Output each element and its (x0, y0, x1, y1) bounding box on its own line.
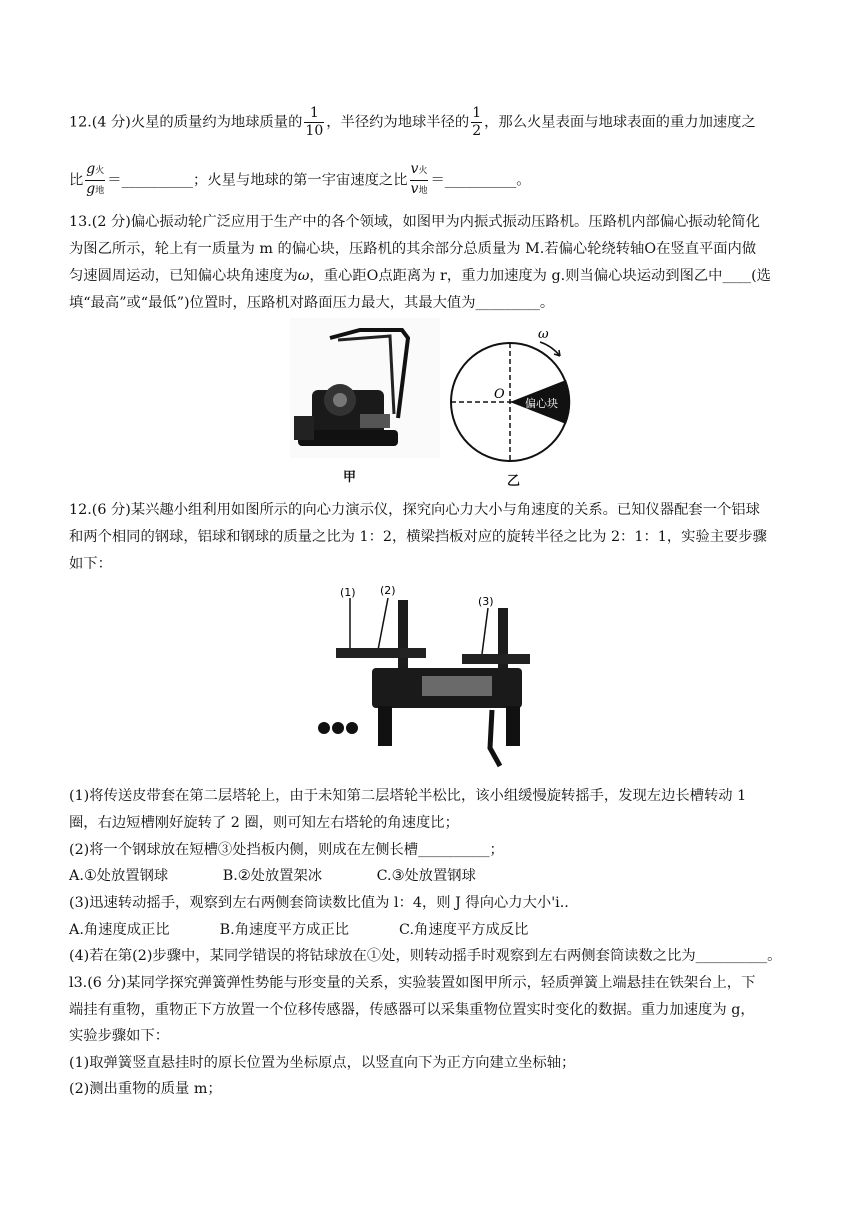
wheel-center-label: O (494, 387, 505, 402)
q12b-line3: 如下： (69, 556, 112, 572)
centripetal-demonstrator-figure (312, 578, 562, 778)
q13b-line1: l3.(6 分)某同学探究弹簧弹性势能与形变量的关系，实验装置如图甲所示，轻质弹簧上端悬挂在铁架台上，下 (69, 975, 756, 991)
fraction-one-tenth: $\frac{1}{10}$ (305, 105, 324, 139)
q12a-line2: 比 $\frac{\text{g火}}{\text{g地}}$ ＝__________；火星与地球的第一宇宙速度之比 $\frac{\text{v火}}{\text{v地}}$ ＝__________。 (69, 161, 531, 197)
q13b-line2: 端挂有重物，重物正下方放置一个位移传感器，传感器可以采集重物位置实时变化的数据。重力加速度为 g， (69, 1002, 755, 1018)
label-slot-2: (2) (380, 584, 396, 597)
label-slot-3: (3) (478, 595, 494, 608)
q12b-step3-options: A.角速度成正比 B.角速度平方成正比 C.角速度平方成反比 (69, 922, 529, 938)
q13a-line2: 为图乙所示，轮上有一质量为 m 的偏心块，压路机的其余部分总质量为 M.若偏心轮绕转轴O在竖直平面内做 (69, 241, 757, 257)
figure-label-jia: 甲 (343, 470, 357, 485)
q12b-step4: (4)若在第(2)步骤中，某同学错误的将钴球放在①处，则转动摇手时观察到左右两侧套筒读数之比为__________。 (69, 948, 782, 964)
q12b-line2: 和两个相同的钢球，铝球和钢球的质量之比为 1：2，横梁挡板对应的旋转半径之比为 2：1：1，实验主要步骤 (69, 529, 767, 545)
figure-label-yi: 乙 (507, 474, 521, 489)
q13b-step2: (2)测出重物的质量 m； (69, 1081, 222, 1097)
eccentric-block-label: 偏心块 (525, 397, 558, 410)
eccentric-wheel-figure (448, 322, 578, 472)
q12b-line1: 12.(6 分)某兴趣小组利用如图所示的向心力演示仪，探究向心力大小与角速度的关系。已知仪器配套一个铝球 (69, 502, 760, 518)
q12b-step1-line1: (1)将传送皮带套在第二层塔轮上，由于未知第二层塔轮半松比，该小组缓慢旋转摇手，发现左边长槽转动 1 (69, 788, 747, 804)
q13a-line4: 填“最高”或“最低”)位置时，压路机对路面压力最大，其最大值为_________。 (69, 295, 555, 311)
q13b-line3: 实验步骤如下： (69, 1028, 170, 1044)
q12b-step3: (3)迅速转动摇手，观察到左右两侧套筒读数比值为 l：4，则 J 得向心力大小'i.. (69, 895, 569, 911)
label-slot-1: (1) (340, 586, 356, 599)
q12a-line1: 12.(4 分)火星的质量约为地球质量的 $\frac{1}{10}$ ，半径约为地球半径的 $\frac{1}{2}$ ，那么火星表面与地球表面的重力加速度之 (69, 105, 756, 139)
q13b-step1: (1)取弹簧竖直悬挂时的原长位置为坐标原点，以竖直向下为正方向建立坐标轴； (69, 1055, 576, 1071)
q13a-line1: 13.(2 分)偏心振动轮广泛应用于生产中的各个领域，如图甲为内振式振动压路机。压路机内部偏心振动轮简化 (69, 214, 760, 230)
wheel-omega-label: ω (538, 327, 549, 342)
fraction-g-ratio: $\frac{\text{g火}}{\text{g地}}$ (86, 161, 105, 197)
q13a-line3: 匀速圆周运动，已知偏心块角速度为ω，重心距O点距离为 r，重力加速度为 g.则当偏心块运动到图乙中____(选 (69, 268, 771, 284)
blank-1[interactable]: ＝__________；火星与地球的第一宇宙速度之比 (107, 172, 408, 189)
q12b-step2: (2)将一个钢球放在短槽③处挡板内侧，则成在左侧长槽__________； (69, 842, 504, 858)
blank-2[interactable]: ＝__________。 (430, 172, 531, 189)
q12b-step2-options: A.①处放置钢球 B.②处放置架冰 C.③处放置钢球 (69, 868, 476, 884)
q12b-step1-line2: 圈，右边短槽刚好旋转了 2 圈，则可知左右塔轮的角速度比； (69, 815, 459, 831)
fraction-one-half: $\frac{1}{2}$ (472, 105, 482, 139)
fraction-v-ratio: $\frac{\text{v火}}{\text{v地}}$ (410, 161, 428, 197)
road-roller-figure (290, 318, 440, 458)
